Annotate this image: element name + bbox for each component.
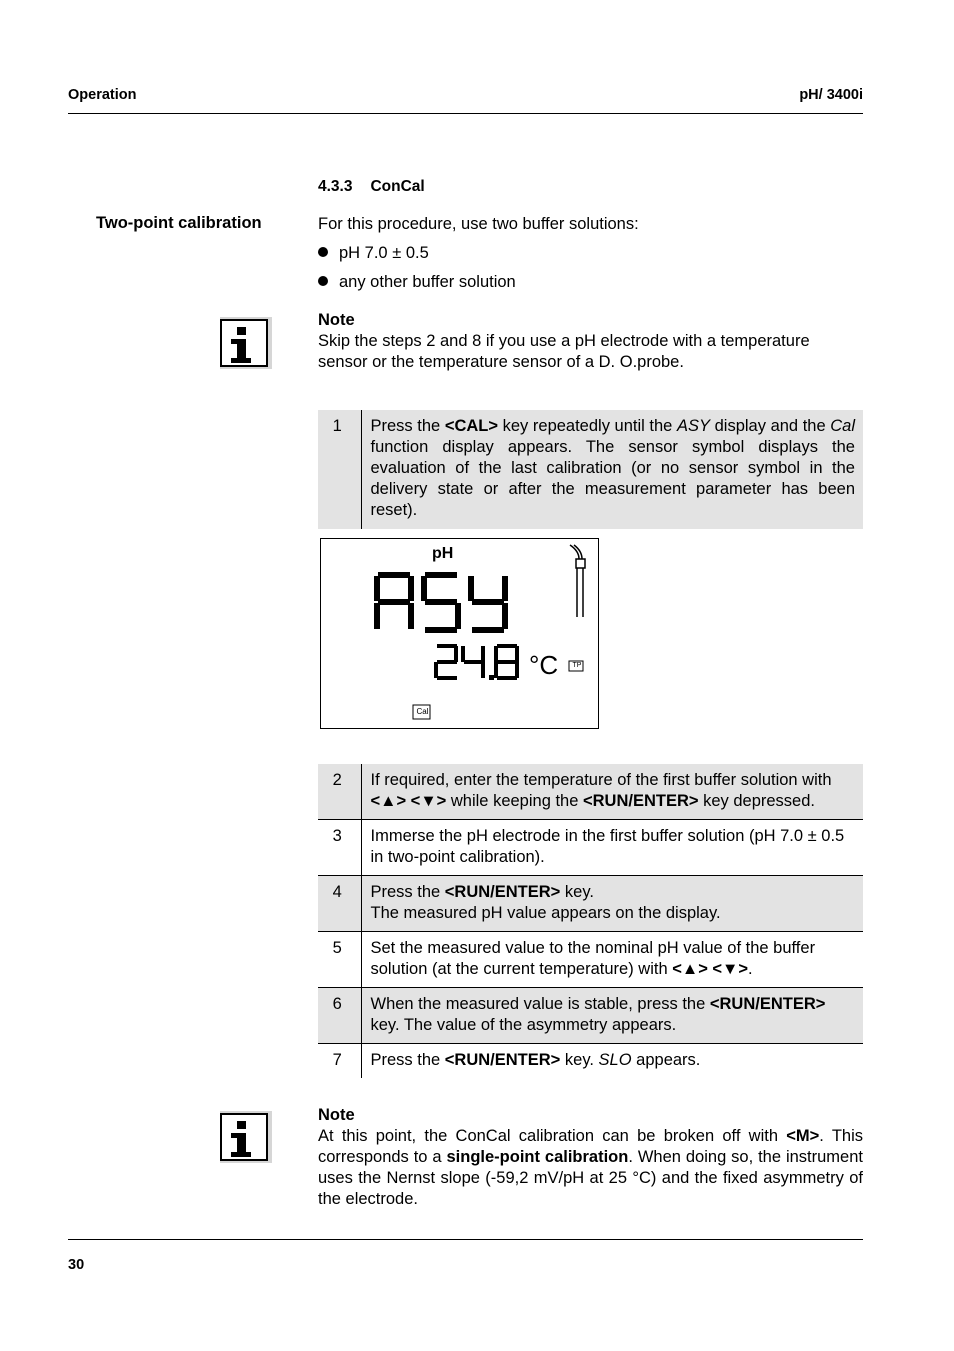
- electrode-icon: [570, 545, 585, 617]
- display-ph-label: pH: [432, 545, 454, 562]
- bullet-icon: [318, 276, 328, 286]
- table-row: [318, 932, 863, 988]
- info-icon: [220, 317, 272, 369]
- note-title: Note: [318, 311, 355, 329]
- note-title: Note: [318, 1106, 355, 1124]
- step-text: When the measured value is stable, press the <RUN/ENTER> key. The value of the asymmetry appears.: [361, 988, 863, 1044]
- display-tp: TP: [572, 662, 582, 669]
- step-number: 3: [318, 820, 361, 876]
- bullet-item: [318, 243, 429, 264]
- table-row: [318, 988, 863, 1044]
- note-text: Skip the steps 2 and 8 if you use a pH electrode with a temperature sensor or the temperature sensor of a D. O.probe.: [318, 332, 810, 371]
- step-number: 1: [318, 410, 361, 529]
- step-table-1: [318, 410, 863, 529]
- step-text: Set the measured value to the nominal pH value of the buffer solution (at the current temperature) with <▲> <▼>.: [361, 932, 863, 988]
- header-right: pH/ 3400i: [799, 87, 863, 103]
- intro-text: For this procedure, use two buffer solutions:: [318, 215, 639, 233]
- bullet-icon: [318, 247, 328, 257]
- section-title: ConCal: [370, 178, 425, 195]
- step-number: 6: [318, 988, 361, 1044]
- lcd-display: [320, 538, 599, 729]
- display-cal: Cal: [416, 707, 429, 716]
- display-unit: °C: [529, 650, 559, 680]
- section-heading: [318, 178, 425, 196]
- step-table-2: [318, 764, 863, 1078]
- bullet-text: pH 7.0 ± 0.5: [339, 244, 429, 262]
- table-row: [318, 764, 863, 820]
- step-text: If required, enter the temperature of the first buffer solution with <▲> <▼> while keeping the <RUN/ENTER> key depressed.: [361, 764, 863, 820]
- bullet-item: [318, 272, 516, 293]
- step-number: 2: [318, 764, 361, 820]
- bullet-text: any other buffer solution: [339, 273, 516, 291]
- page-number: 30: [68, 1257, 85, 1273]
- step-number: 5: [318, 932, 361, 988]
- step-number: 4: [318, 876, 361, 932]
- table-row: [318, 410, 863, 529]
- section-number: 4.3.3: [318, 178, 353, 195]
- header-rule: [68, 113, 863, 114]
- side-label: Two-point calibration: [96, 214, 262, 232]
- segment-digits: [321, 539, 598, 728]
- info-icon: [220, 1111, 272, 1163]
- step-text: Press the <RUN/ENTER> key. The measured pH value appears on the display.: [361, 876, 863, 932]
- table-row: [318, 876, 863, 932]
- table-row: [318, 1044, 863, 1079]
- note-2: [318, 1105, 863, 1210]
- header-left: Operation: [68, 87, 137, 103]
- step-text: Press the <CAL> key repeatedly until the ASY display and the Cal function display appears. The sensor symbol displays the evaluation of the last calibration (or no sensor symbol in the delivery state or after the measurement parameter has been reset).: [361, 410, 863, 529]
- note-text: At this point, the ConCal calibration can be broken off with <M>. This corresponds to a single-point calibration. When doing so, the instrument uses the Nernst slope (-59,2 mV/pH at 25 °C) and the fixed asymmetry of the electrode.: [318, 1127, 863, 1208]
- step-number: 7: [318, 1044, 361, 1079]
- table-row: [318, 820, 863, 876]
- step-text: Press the <RUN/ENTER> key. SLO appears.: [361, 1044, 863, 1079]
- footer-rule: [68, 1239, 863, 1240]
- note-1: [318, 310, 863, 373]
- step-text: Immerse the pH electrode in the first buffer solution (pH 7.0 ± 0.5 in two-point calibration).: [361, 820, 863, 876]
